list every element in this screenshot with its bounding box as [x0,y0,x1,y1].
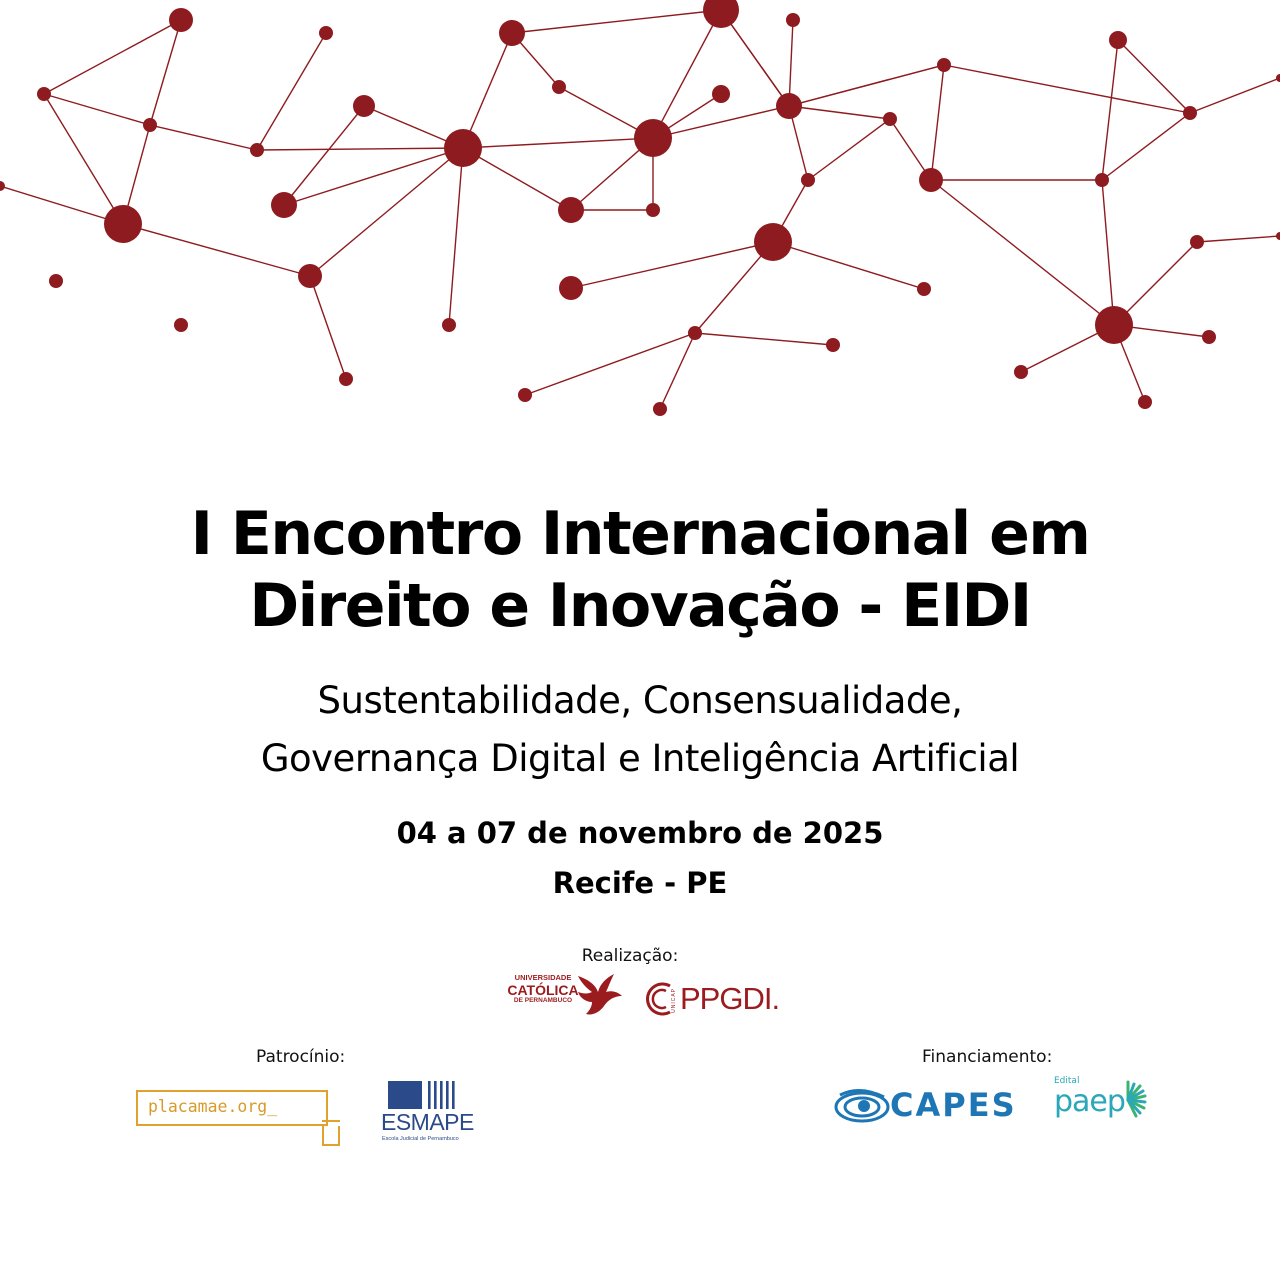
patrocinio-label: Patrocínio: [256,1047,346,1067]
network-node [499,20,525,46]
network-node [1276,232,1280,240]
network-node [319,26,333,40]
network-edge [1102,40,1118,180]
network-node [1109,31,1127,49]
network-node [917,282,931,296]
network-edge [653,10,721,138]
event-subtitle-line2: Governança Digital e Inteligência Artificial [260,737,1020,780]
network-node [1202,330,1216,344]
network-edge [695,333,833,345]
placamae-logo [136,1090,342,1150]
network-node [250,143,264,157]
network-node [444,129,482,167]
network-edge [463,138,653,148]
network-node [826,338,840,352]
event-title-line2: Direito e Inovação - EIDI [249,571,1031,641]
paep-edital-text: Edital [1054,1076,1080,1086]
network-node [339,372,353,386]
placamae-logo-text: placamae.org_ [148,1097,278,1116]
network-edge [0,186,123,224]
network-node [776,93,802,119]
network-edge [931,65,944,180]
network-edge [123,224,310,276]
network-node [353,95,375,117]
network-edge [1118,40,1190,113]
network-edge [944,65,1190,113]
event-subtitle [0,672,1280,788]
network-node [559,276,583,300]
network-node [1014,365,1028,379]
event-title [0,498,1280,642]
capes-logo-text: CAPES [890,1086,1017,1124]
network-node [688,326,702,340]
network-edge [1190,78,1280,113]
network-edge [150,125,257,150]
capes-logo [834,1083,1034,1127]
realizacao-label: Realização: [581,946,679,966]
event-when [0,808,1280,908]
network-node [271,192,297,218]
network-node [937,58,951,72]
network-edge [571,242,773,288]
unicap-logo-line1: UNIVERSIDADE [514,973,572,982]
esmape-logo-subtitle: Escola Judicial de Pernambuco [382,1136,459,1142]
network-edge [310,276,346,379]
network-node [0,181,5,191]
network-edge [931,180,1114,325]
network-edge [257,148,463,150]
network-edge [449,148,463,325]
event-dates: 04 a 07 de novembro de 2025 [396,816,884,850]
network-node [653,402,667,416]
network-node [883,112,897,126]
event-title-line1: I Encontro Internacional em [190,499,1090,569]
network-edge [525,333,695,395]
network-edge [1102,113,1190,180]
network-node [442,318,456,332]
network-node [754,223,792,261]
network-node [104,205,142,243]
network-node [518,388,532,402]
network-graph-decoration [0,0,1280,420]
network-node [552,80,566,94]
network-edge [284,148,463,205]
network-node [919,168,943,192]
network-node [49,274,63,288]
network-node [1138,395,1152,409]
unicap-logo [506,968,622,1018]
capes-eye-icon [834,1087,890,1125]
network-edge [808,119,890,180]
esmape-logo-text: ESMAPE [381,1109,474,1135]
network-edge [1197,236,1280,242]
network-node [646,203,660,217]
network-node [1095,173,1109,187]
network-edge [257,33,326,150]
ppgdi-vertical-text: UNICAP [671,988,677,1013]
network-node [703,0,739,28]
network-edge [789,106,890,119]
network-node [143,118,157,132]
network-node [37,87,51,101]
network-node [634,119,672,157]
network-node [1183,106,1197,120]
unicap-logo-line3: DE PERNAMBUCO [513,996,573,1004]
network-edge [773,242,924,289]
network-node [558,197,584,223]
ppgdi-logo [640,978,800,1020]
dove-icon [576,970,624,1018]
network-node [1095,306,1133,344]
network-edge [789,65,944,106]
network-node [1190,235,1204,249]
network-node [169,8,193,32]
financiamento-label: Financiamento: [922,1047,1053,1067]
network-edge [512,10,721,33]
network-node [174,318,188,332]
unicap-logo-line2: CATÓLICA [507,981,579,998]
paep-logo-text: paep [1054,1084,1125,1119]
event-subtitle-line1: Sustentabilidade, Consensualidade, [317,679,963,722]
network-edge [1102,180,1114,325]
network-edge [284,106,364,205]
network-node [712,85,730,103]
network-edge [310,148,463,276]
network-node [1276,74,1280,82]
network-edge [44,20,181,94]
esmape-building-icon [388,1079,460,1109]
ppgdi-logo-text: PPGDI. [680,981,780,1016]
esmape-logo [380,1079,480,1143]
paep-logo [1052,1076,1152,1128]
network-node [298,264,322,288]
network-edge [150,20,181,125]
event-location: Recife - PE [552,866,728,900]
network-node [801,173,815,187]
network-node [786,13,800,27]
paep-burst-icon [1114,1078,1148,1122]
network-edge [653,106,789,138]
